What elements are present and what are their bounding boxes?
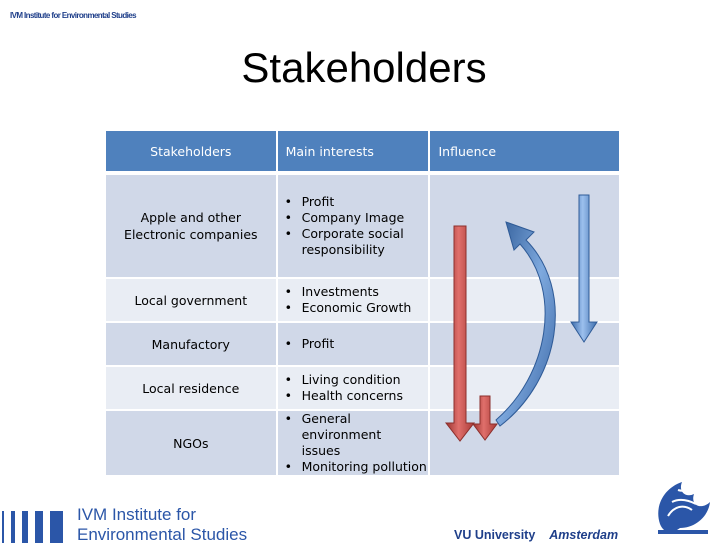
interests-cell: [277, 410, 430, 476]
interests-cell: [277, 278, 430, 322]
interests-cell: [277, 322, 430, 366]
stakeholder-cell: Local residence: [106, 366, 277, 410]
vu-griffin-emblem-icon: [650, 476, 716, 540]
university-name: VU University: [454, 528, 536, 542]
interests-cell: [277, 175, 430, 278]
influence-cell: [429, 175, 620, 278]
list-item: • Corporate social responsibility: [302, 226, 412, 258]
list-item: • Health concerns: [302, 388, 429, 404]
city-name: Amsterdam: [549, 528, 619, 542]
list-item: • Living condition: [302, 372, 429, 388]
col-header-stakeholders: Stakeholders: [106, 131, 277, 171]
list-item: • Profit: [302, 336, 429, 352]
header-brand: IVM Institute for Environmental Studies: [10, 11, 136, 20]
table-row: [106, 410, 620, 476]
slide-title: Stakeholders: [241, 44, 487, 91]
influence-cell: [429, 278, 620, 322]
logo-line-2: Environmental Studies: [77, 525, 248, 544]
ivm-logo: [77, 505, 247, 545]
table-row: [106, 366, 620, 410]
list-item: • Investments: [302, 284, 429, 300]
influence-cell: [429, 366, 620, 410]
table-header-row: [106, 131, 620, 171]
list-item: • Company Image: [302, 210, 429, 226]
col-header-interests: Main interests: [277, 131, 430, 171]
table-row: [106, 175, 620, 278]
stakeholder-cell: Apple and other Electronic companies: [106, 175, 277, 278]
list-item: • General environment issues: [302, 411, 420, 459]
logo-line-1: IVM Institute for: [77, 505, 197, 524]
ivm-logo-bars-icon: [0, 508, 70, 544]
influence-cell: [429, 322, 620, 366]
vu-wordmark: [454, 528, 618, 542]
stakeholder-cell: Manufactory: [106, 322, 277, 366]
list-item: • Monitoring pollution: [302, 459, 429, 475]
table-row: [106, 322, 620, 366]
list-item: • Profit: [302, 194, 429, 210]
stakeholder-cell: Local government: [106, 278, 277, 322]
stakeholder-table: [106, 131, 621, 477]
interests-cell: [277, 366, 430, 410]
stakeholder-cell: NGOs: [106, 410, 277, 476]
table-row: [106, 278, 620, 322]
influence-cell: [429, 410, 620, 476]
list-item: • Economic Growth: [302, 300, 429, 316]
col-header-influence: Influence: [429, 131, 620, 171]
